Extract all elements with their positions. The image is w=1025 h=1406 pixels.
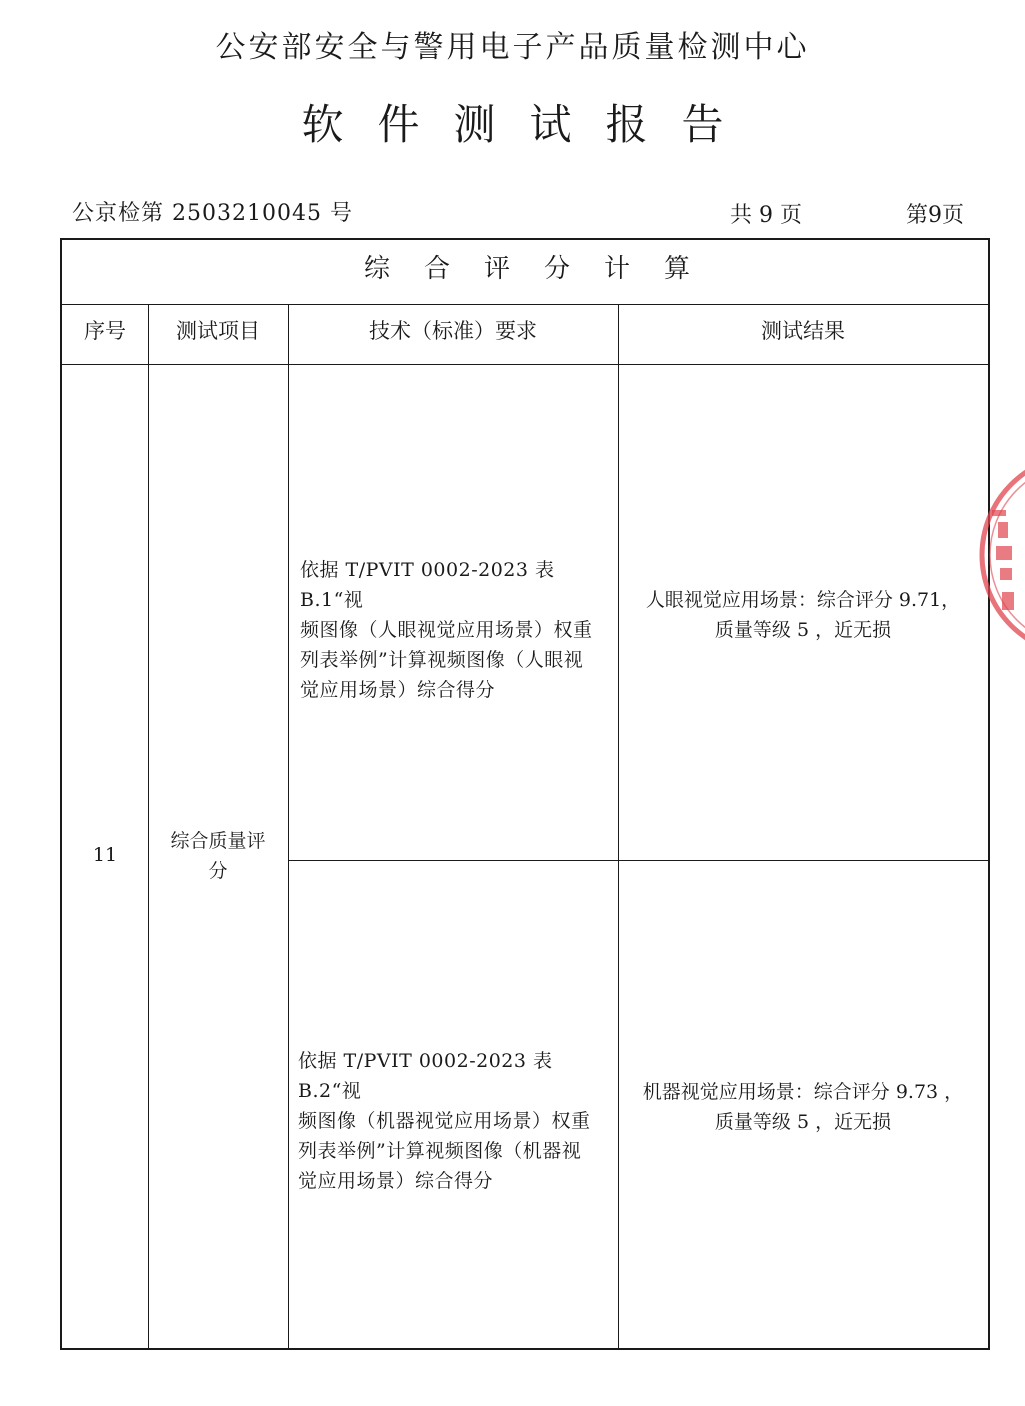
- report-number: 公京检第 2503210045 号: [72, 201, 353, 226]
- requirement-line: 觉应用场景）综合得分: [300, 679, 496, 701]
- total-pages: 共 9 页: [730, 203, 802, 228]
- section-title: 综合评分计算: [363, 254, 724, 284]
- requirement-cell: [300, 555, 612, 705]
- table-col-rule-2: [288, 304, 289, 1348]
- document-title: 软件测试报告: [301, 100, 758, 149]
- table-rule-row-split: [288, 860, 988, 861]
- official-seal-stamp: [962, 460, 1025, 650]
- row-item: [148, 826, 288, 886]
- requirement-line: 依据 T/PVIT 0002-2023 表 B.2“视: [298, 1050, 553, 1102]
- requirement-line: 觉应用场景）综合得分: [298, 1170, 494, 1192]
- requirement-line: 列表举例”计算视频图像（人眼视: [300, 649, 584, 671]
- page-number: 第9页: [906, 203, 964, 228]
- organization-name: 公安部安全与警用电子产品质量检测中心: [215, 30, 810, 65]
- score-table: [60, 238, 990, 1350]
- result-line: 机器视觉应用场景：综合评分 9.73 ，: [642, 1081, 964, 1103]
- result-line: 质量等级 5 ，近无损: [714, 1111, 892, 1133]
- table-rule-header: [62, 364, 988, 365]
- requirement-cell: [298, 1046, 610, 1196]
- result-line: 质量等级 5 ，近无损: [714, 619, 892, 641]
- seal-stamp-icon: [962, 460, 1025, 650]
- column-header-seq: 序号: [84, 319, 126, 343]
- result-cell: [618, 1077, 988, 1137]
- requirement-line: 频图像（人眼视觉应用场景）权重: [300, 619, 593, 641]
- requirement-line: 列表举例”计算视频图像（机器视: [298, 1140, 582, 1162]
- row-item-line: 分: [208, 860, 228, 882]
- row-seq: 11: [92, 844, 118, 866]
- table-col-rule-3: [618, 304, 619, 1348]
- requirement-line: 频图像（机器视觉应用场景）权重: [298, 1110, 591, 1132]
- requirement-line: 依据 T/PVIT 0002-2023 表 B.1“视: [300, 559, 555, 611]
- result-cell: [618, 585, 988, 645]
- result-line: 人眼视觉应用场景：综合评分 9.71，: [645, 589, 961, 611]
- column-header-item: 测试项目: [176, 319, 260, 343]
- column-header-result: 测试结果: [761, 319, 845, 343]
- table-rule-title: [62, 304, 988, 305]
- column-header-requirement: 技术（标准）要求: [369, 319, 537, 343]
- row-item-line: 综合质量评: [170, 830, 266, 852]
